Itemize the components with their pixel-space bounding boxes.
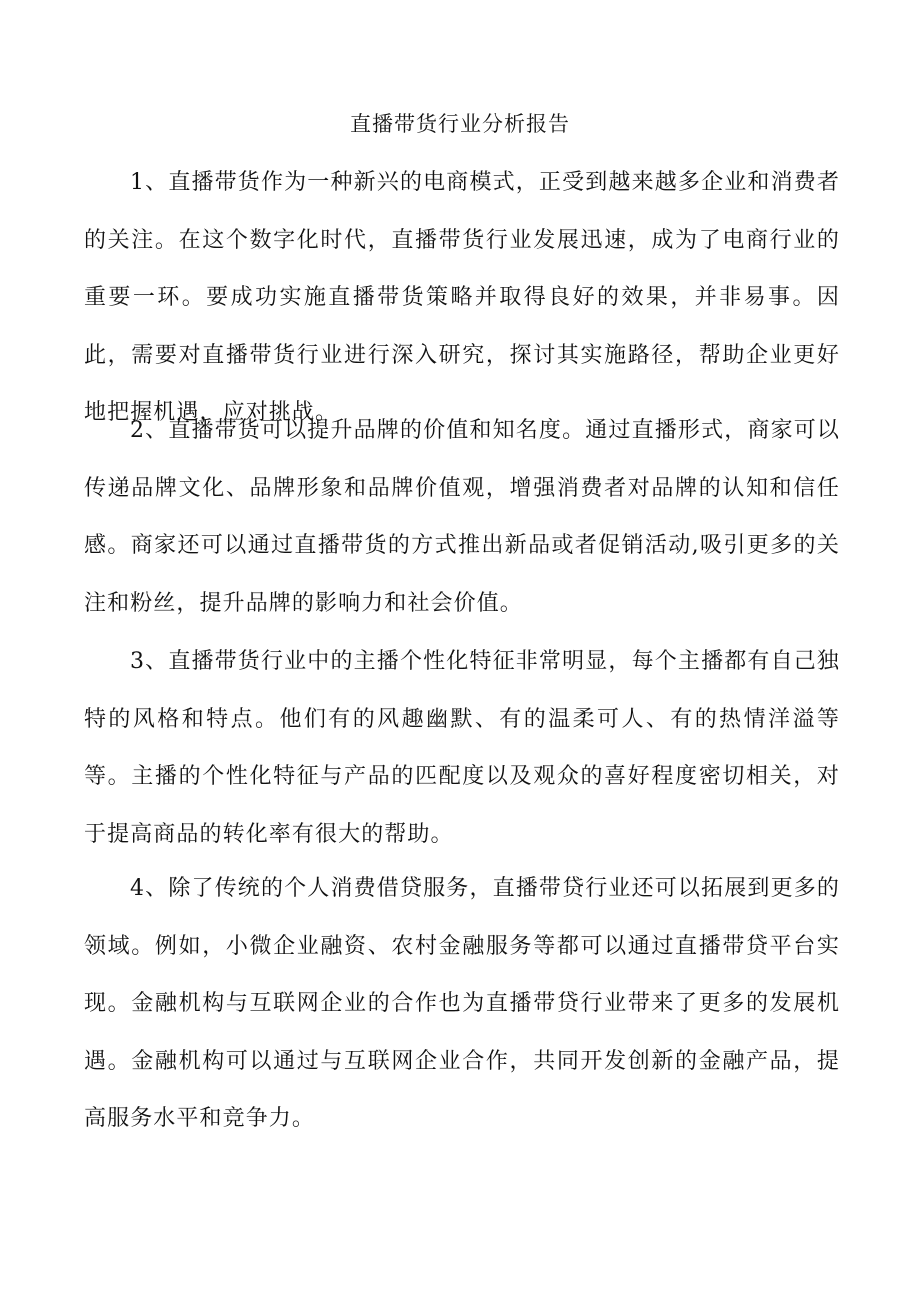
- document-title: 直播带货行业分析报告: [350, 112, 570, 136]
- paragraph-3: 3、直播带货行业中的主播个性化特征非常明显，每个主播都有自己独特的风格和特点。他们有的风趣幽默、有的温柔可人、有的热情洋溢等等。主播的个性化特征与产品的匹配度以及观众的喜好程度密切相关，对于提高商品的转化率有很大的帮助。: [84, 649, 840, 847]
- paragraph-4: 4、除了传统的个人消费借贷服务，直播带贷行业还可以拓展到更多的领域。例如，小微企业融资、农村金融服务等都可以通过直播带贷平台实现。金融机构与互联网企业的合作也为直播带贷行业带来了更多的发展机遇。金融机构可以通过与互联网企业合作，共同开发创新的金融产品，提高服务水平和竞争力。: [84, 876, 840, 1131]
- paragraph-1: 1、直播带货作为一种新兴的电商模式，正受到越来越多企业和消费者的关注。在这个数字化时代，直播带货行业发展迅速，成为了电商行业的重要一环。要成功实施直播带货策略并取得良好的效果，并非易事。因此，需要对直播带货行业进行深入研究，探讨其实施路径，帮助企业更好地把握机遇，应对挑战。: [84, 170, 840, 425]
- paragraph-2: 2、直播带货可以提升品牌的价值和知名度。通过直播形式，商家可以传递品牌文化、品牌形象和品牌价值观，增强消费者对品牌的认知和信任感。商家还可以通过直播带货的方式推出新品或者促销活动,吸引更多的关注和粉丝，提升品牌的影响力和社会价值。: [84, 418, 840, 616]
